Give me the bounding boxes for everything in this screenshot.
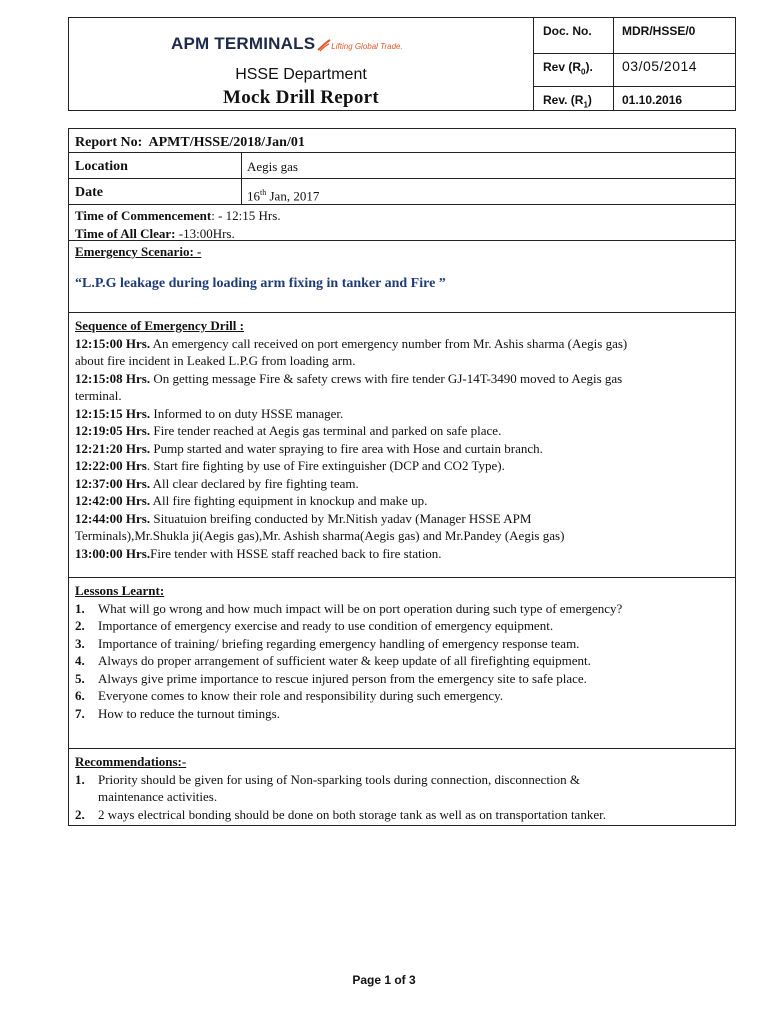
- sequence-line: 12:44:00 Hrs. Situatuion breifing conducted by Mr.Nitish yadav (Manager HSSE APM: [75, 510, 532, 526]
- report-number-row: Report No: APMT/HSSE/2018/Jan/01: [69, 129, 735, 153]
- sequence-line: about fire incident in Leaked L.P.G from loading arm.: [75, 353, 356, 368]
- list-item: 5. Always give prime importance to rescue injured person from the emergency site to safe place.: [75, 670, 587, 686]
- scenario-row: [69, 241, 735, 313]
- department-name: HSSE Department: [235, 66, 367, 83]
- apm-terminals-logo: APM TERMINALS Lifting Global Trade.: [171, 34, 403, 53]
- recommendations-list: [75, 771, 729, 824]
- scenario-text: “L.P.G leakage during loading arm fixing in tanker and Fire ”: [75, 276, 446, 291]
- sequence-line: 12:22:00 Hrs. Start fire fighting by use of Fire extinguisher (DCP and CO2 Type).: [75, 458, 505, 473]
- page-number: Page 1 of 3: [352, 973, 416, 987]
- commencement-line: Time of Commencement: - 12:15 Hrs.: [75, 208, 281, 223]
- sequence-line: 12:42:00 Hrs. All fire fighting equipment in knockup and make up.: [75, 493, 428, 508]
- sequence-line: Terminals),Mr.Shukla ji(Aegis gas),Mr. Ashish sharma(Aegis gas) and Mr.Pandey (Aegis gas): [75, 528, 565, 543]
- sequence-line: 13:00:00 Hrs.Fire tender with HSSE staff reached back to fire station.: [75, 545, 442, 561]
- lessons-list: [75, 600, 729, 723]
- list-item: 6. Everyone comes to know their role and responsibility during such emergency.: [75, 688, 504, 703]
- date-row: Date 16th Jan, 2017: [69, 179, 735, 205]
- meta-row-doc-no: Doc. No. MDR/HSSE/0: [533, 18, 735, 54]
- list-item: 2. Importance of emergency exercise and ready to use condition of emergency equipment.: [75, 618, 554, 633]
- all-clear-line: Time of All Clear: -13:00Hrs.: [75, 225, 235, 241]
- list-item: 4. Always do proper arrangement of sufficient water & keep update of all firefighting equipment.: [75, 653, 591, 668]
- recommendations-row: [69, 749, 735, 825]
- sequence-row: [69, 313, 735, 578]
- logo-swoosh-icon: [317, 38, 331, 52]
- meta-row-rev-r1: Rev. $(R_1)$ 01.10.2016: [533, 87, 735, 110]
- meta-row-rev-r0: Rev $(R_0)$. 03/05/2014: [533, 54, 735, 87]
- list-item: 1. Priority should be given for using of Non-sparking tools during connection, disconnection & maintenance activities.: [75, 771, 581, 804]
- lessons-heading: Lessons Learnt:: [75, 583, 165, 598]
- sequence-line: 12:37:00 Hrs. All clear declared by fire fighting team.: [75, 475, 359, 491]
- scenario-heading: Emergency Scenario: -: [75, 244, 202, 259]
- sequence-heading: Sequence of Emergency Drill :: [75, 318, 244, 333]
- lessons-row: [69, 578, 735, 749]
- list-item: 1. What will go wrong and how much impact will be on port operation during such type of emergency?: [75, 600, 623, 616]
- sequence-line: terminal.: [75, 388, 122, 403]
- time-row: [69, 205, 735, 241]
- document-meta-table: [533, 18, 735, 110]
- sequence-line: 12:15:00 Hrs. An emergency call received on port emergency number from Mr. Ashis sharma (Aegis gas): [75, 335, 628, 351]
- report-table: [68, 128, 736, 826]
- sequence-line: 12:15:15 Hrs. Informed to on duty HSSE manager.: [75, 405, 344, 421]
- list-item: 7. How to reduce the turnout timings.: [75, 705, 280, 721]
- location-row: Location Aegis gas: [69, 153, 735, 179]
- sequence-line: 12:21:20 Hrs. Pump started and water spraying to fire area with Hose and curtain branch.: [75, 440, 543, 456]
- recommendations-heading: Recommendations:-: [75, 754, 187, 769]
- list-item: 2. 2 ways electrical bonding should be done on both storage tank as well as on transportation tanker.: [75, 806, 606, 822]
- document-header: [68, 17, 736, 111]
- report-title: Mock Drill Report: [222, 87, 379, 108]
- sequence-line: 12:19:05 Hrs. Fire tender reached at Aegis gas terminal and parked on safe place.: [75, 423, 502, 438]
- header-brand-block: [69, 18, 534, 110]
- list-item: 3. Importance of training/ briefing regarding emergency handling of emergency response team.: [75, 635, 580, 651]
- sequence-line: 12:15:08 Hrs. On getting message Fire & safety crews with fire tender GJ-14T-3490 moved to Aegis gas: [75, 370, 623, 386]
